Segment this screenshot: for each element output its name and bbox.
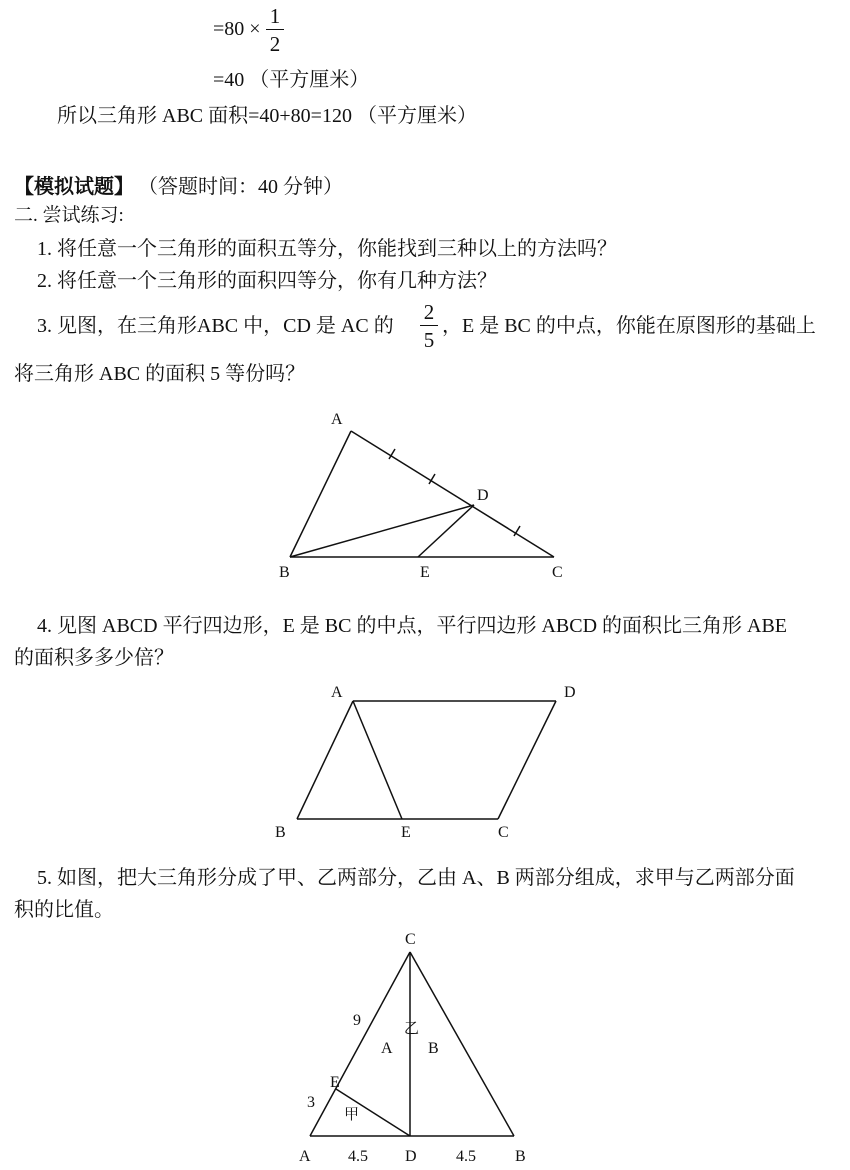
fig2-label-e: E — [401, 824, 411, 841]
fraction-numerator: 1 — [269, 4, 281, 28]
question-2: 2. 将任意一个三角形的面积四等分，你有几种方法？ — [37, 270, 497, 292]
fraction-numerator: 2 — [423, 300, 435, 324]
fig1-label-e: E — [420, 564, 430, 581]
fig3-region-b: B — [428, 1040, 439, 1057]
fig3-label-c: C — [405, 931, 416, 948]
fig3-length-ce: 9 — [353, 1012, 361, 1029]
fig3-region-jia: 甲 — [344, 1105, 360, 1123]
fig3-label-a: A — [299, 1148, 311, 1165]
fig3-side-cb — [410, 952, 514, 1136]
solution-line3: 所以三角形 ABC 面积=40+80=120 （平方厘米） — [57, 105, 477, 127]
question-3-part1: 3. 见图，在三角形ABC 中，CD 是 AC 的 — [37, 315, 394, 337]
fig3-length-db: 4.5 — [456, 1148, 476, 1165]
question-5-line2: 积的比值。 — [14, 899, 114, 921]
fig1-label-b: B — [279, 564, 290, 581]
fig3-side-ca — [310, 952, 410, 1136]
fig1-label-c: C — [552, 564, 563, 581]
fig2-label-d: D — [564, 684, 576, 701]
solution-line1-prefix: =80 × — [213, 18, 261, 40]
fig3-length-ad: 4.5 — [348, 1148, 368, 1165]
section-title: 【模拟试题】 — [14, 174, 134, 198]
question-3-line2: 将三角形 ABC 的面积 5 等份吗？ — [14, 363, 306, 385]
fig3-label-e: E — [330, 1074, 340, 1091]
section-subtitle: 二. 尝试练习: — [14, 205, 124, 226]
section-time-note: （答题时间：40 分钟） — [138, 176, 343, 198]
fig3-label-b: B — [515, 1148, 526, 1165]
question-4-line1: 4. 见图 ABCD 平行四边形，E 是 BC 的中点，平行四边形 ABCD 的面积比三角形 ABE — [37, 615, 788, 637]
fig1-label-d: D — [477, 487, 489, 504]
question-5-line1: 5. 如图，把大三角形分成了甲、乙两部分，乙由 A、B 两部分组成，求甲与乙两部分面 — [37, 867, 795, 889]
fig3-length-ea: 3 — [307, 1094, 315, 1111]
fig3-region-a: A — [381, 1040, 393, 1057]
fig2-label-c: C — [498, 824, 509, 841]
fig2-label-b: B — [275, 824, 286, 841]
fraction-denominator: 5 — [423, 328, 435, 352]
fig3-label-d: D — [405, 1148, 417, 1165]
question-1: 1. 将任意一个三角形的面积五等分，你能找到三种以上的方法吗？ — [37, 238, 617, 260]
question-4-line2: 的面积多多少倍？ — [14, 647, 174, 669]
fig1-label-a: A — [331, 411, 343, 428]
fig3-region-yi: 乙 — [404, 1019, 420, 1037]
fraction-denominator: 2 — [269, 32, 281, 56]
question-3-part2: ，E 是 BC 的中点，你能在原图形的基础上 — [442, 315, 816, 337]
fig2-label-a: A — [331, 684, 343, 701]
solution-line2: =40 （平方厘米） — [213, 69, 370, 91]
